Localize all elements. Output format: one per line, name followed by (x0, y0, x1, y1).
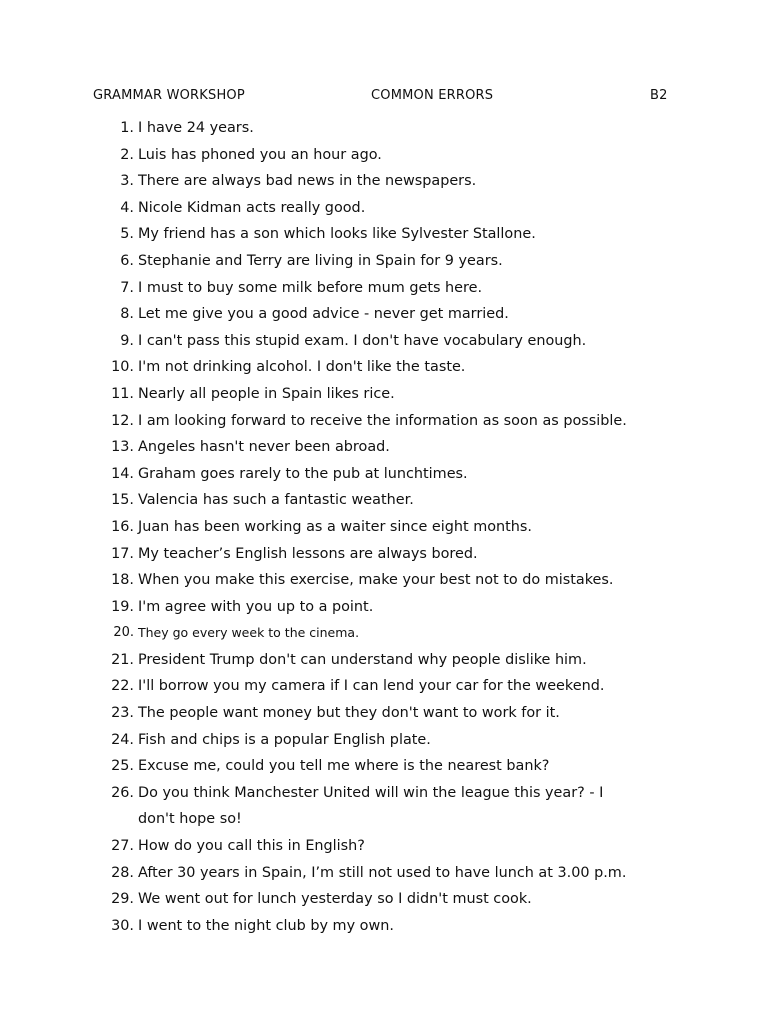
list-item (0, 168, 768, 195)
item-sentence: There are always bad news in the newspapers. (138, 173, 477, 190)
item-sentence: Nicole Kidman acts really good. (138, 199, 366, 216)
list-item (0, 833, 768, 860)
item-number: 26. (111, 784, 134, 801)
list-item (0, 408, 768, 435)
item-sentence: The people want money but they don't want to work for it. (138, 705, 560, 722)
item-sentence: President Trump don't can understand why people dislike him. (138, 651, 587, 668)
item-number: 27. (111, 838, 134, 855)
list-item (0, 381, 768, 408)
list-item (0, 567, 768, 594)
list-item (0, 514, 768, 541)
list-item (0, 328, 768, 355)
item-sentence: Graham goes rarely to the pub at lunchtimes. (138, 465, 468, 482)
list-item (0, 487, 768, 514)
item-sentence: I have 24 years. (138, 120, 254, 136)
item-number: 11. (111, 385, 134, 402)
list-item (0, 195, 768, 222)
item-number: 30. (111, 917, 134, 934)
item-sentence: We went out for lunch yesterday so I didn't must cook. (138, 891, 532, 908)
item-number: 19. (111, 598, 134, 615)
item-sentence: Nearly all people in Spain likes rice. (138, 385, 395, 402)
item-number: 14. (111, 465, 134, 482)
item-sentence: I'll borrow you my camera if I can lend your car for the weekend. (138, 678, 605, 695)
list-item (0, 594, 768, 621)
list-item (0, 620, 768, 647)
item-sentence: I can't pass this stupid exam. I don't have vocabulary enough. (138, 332, 587, 349)
item-sentence: Let me give you a good advice - never get married. (138, 306, 509, 323)
item-sentence: I'm not drinking alcohol. I don't like the taste. (138, 359, 466, 376)
item-number: 10. (111, 359, 134, 376)
header-subtitle: COMMON ERRORS (371, 88, 494, 103)
item-number: 24. (111, 731, 134, 748)
list-item (0, 753, 768, 780)
item-number: 2. (120, 146, 134, 163)
header-title: GRAMMAR WORKSHOP (93, 88, 245, 103)
item-number: 12. (111, 412, 134, 429)
item-number: 20. (113, 625, 134, 641)
list-item (0, 461, 768, 488)
list-item (0, 860, 768, 887)
item-number: 25. (111, 758, 134, 775)
list-item (0, 700, 768, 727)
item-number: 23. (111, 705, 134, 722)
item-number: 5. (120, 226, 134, 243)
item-sentence: Valencia has such a fantastic weather. (138, 492, 414, 509)
item-sentence: My teacher’s English lessons are always bored. (138, 545, 478, 562)
item-sentence-continuation: don't hope so! (138, 811, 242, 828)
list-item-continuation (0, 806, 768, 833)
list-item (0, 780, 768, 807)
item-sentence: After 30 years in Spain, I’m still not used to have lunch at 3.00 p.m. (138, 864, 627, 881)
item-sentence: Luis has phoned you an hour ago. (138, 146, 382, 163)
item-number: 3. (120, 173, 134, 190)
list-item (0, 673, 768, 700)
item-sentence: Stephanie and Terry are living in Spain for 9 years. (138, 252, 503, 269)
item-number: 15. (111, 492, 134, 509)
item-sentence: I'm agree with you up to a point. (138, 598, 374, 615)
item-number: 21. (111, 651, 134, 668)
list-item (0, 727, 768, 754)
list-item (0, 541, 768, 568)
item-sentence: They go every week to the cinema. (138, 625, 360, 641)
list-item (0, 221, 768, 248)
sentence-list (0, 115, 768, 939)
list-item (0, 434, 768, 461)
item-sentence: How do you call this in English? (138, 838, 365, 855)
item-number: 29. (111, 891, 134, 908)
item-sentence: I am looking forward to receive the information as soon as possible. (138, 412, 627, 429)
item-number: 7. (120, 279, 134, 296)
list-item (0, 913, 768, 940)
item-number: 13. (111, 439, 134, 456)
list-item (0, 275, 768, 302)
item-sentence: Do you think Manchester United will win the league this year? - I (138, 784, 604, 801)
item-sentence: When you make this exercise, make your best not to do mistakes. (138, 572, 614, 589)
page-header (0, 88, 768, 108)
list-item (0, 248, 768, 275)
item-sentence: I went to the night club by my own. (138, 917, 394, 934)
item-number: 22. (111, 678, 134, 695)
item-number: 28. (111, 864, 134, 881)
item-sentence: Angeles hasn't never been abroad. (138, 439, 390, 456)
item-number: 6. (120, 252, 134, 269)
item-number: 1. (120, 120, 134, 136)
list-item (0, 354, 768, 381)
header-level: B2 (650, 88, 668, 103)
item-sentence: Juan has been working as a waiter since eight months. (138, 518, 532, 535)
item-sentence: I must to buy some milk before mum gets here. (138, 279, 483, 296)
item-number: 18. (111, 572, 134, 589)
list-item (0, 647, 768, 674)
item-number: 4. (120, 199, 134, 216)
item-sentence: My friend has a son which looks like Sylvester Stallone. (138, 226, 536, 243)
list-item (0, 115, 768, 142)
list-item (0, 301, 768, 328)
item-sentence: Excuse me, could you tell me where is the nearest bank? (138, 758, 550, 775)
item-number: 9. (120, 332, 134, 349)
item-number: 8. (120, 306, 134, 323)
list-item (0, 886, 768, 913)
list-item (0, 142, 768, 169)
item-number: 17. (111, 545, 134, 562)
item-sentence: Fish and chips is a popular English plate. (138, 731, 431, 748)
item-number: 16. (111, 518, 134, 535)
